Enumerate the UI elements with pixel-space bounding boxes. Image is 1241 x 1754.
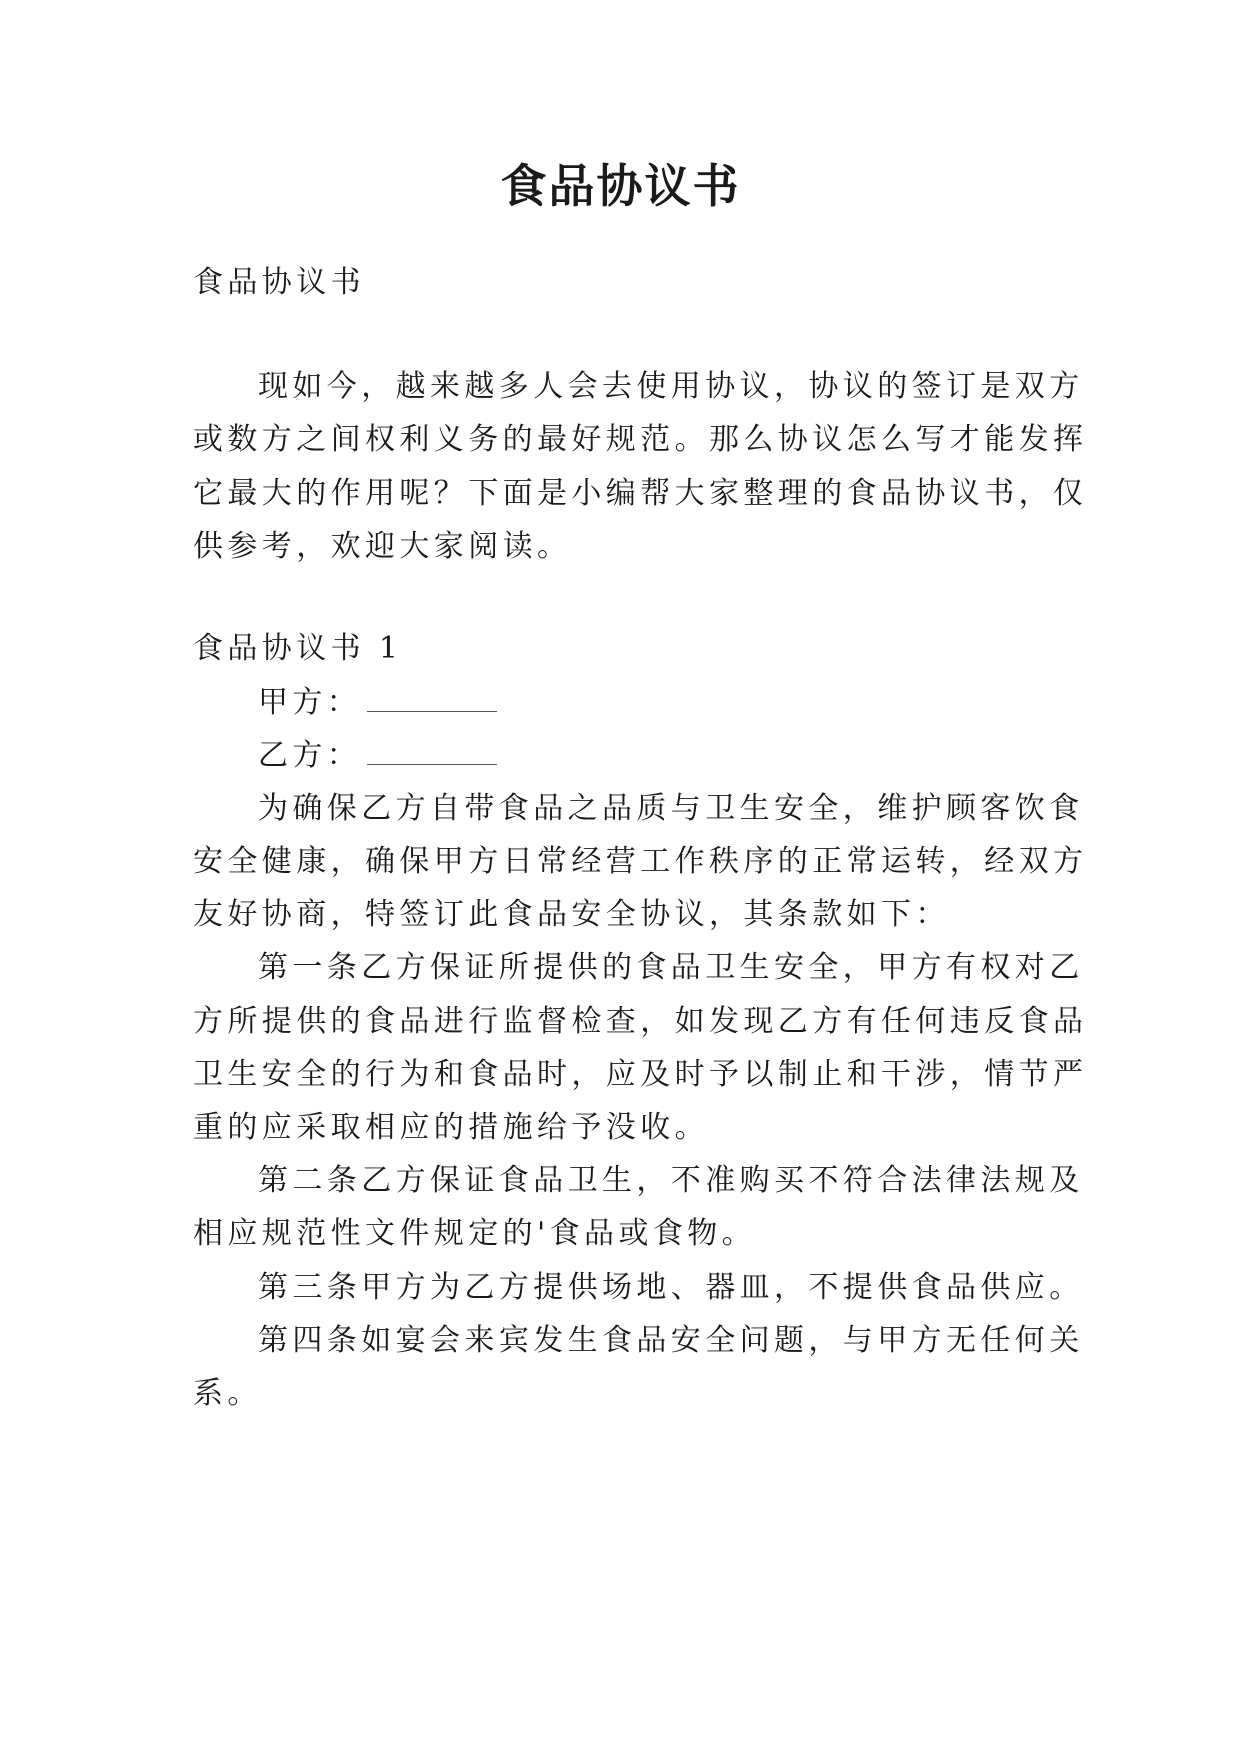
body-line: 安全健康，确保甲方日常经营工作秩序的正常运转，经双方 xyxy=(193,844,1088,879)
intro-line: 供参考，欢迎大家阅读。 xyxy=(193,529,572,564)
body-line: 第一条乙方保证所提供的食品卫生安全，甲方有权对乙 xyxy=(258,950,1084,985)
body-line: 第二条乙方保证食品卫生，不准购买不符合法律法规及 xyxy=(258,1163,1084,1198)
body-line: 重的应采取相应的措施给予没收。 xyxy=(193,1110,709,1145)
party-a-blank xyxy=(367,711,497,712)
party-a-label: 甲方： xyxy=(258,685,362,720)
document-title: 食品协议书 xyxy=(500,159,741,213)
party-a-row xyxy=(258,683,1138,723)
body-line: 第四条如宴会来宾发生食品安全问题，与甲方无任何关 xyxy=(258,1323,1084,1358)
section-heading: 食品协议书 1 xyxy=(193,631,403,666)
party-b-blank xyxy=(367,764,497,765)
body-line: 方所提供的食品进行监督检查，如发现乙方有任何违反食品 xyxy=(193,1004,1088,1039)
body-line: 系。 xyxy=(193,1376,262,1411)
body-line: 友好协商，特签订此食品安全协议，其条款如下： xyxy=(193,897,950,932)
body-line: 第三条甲方为乙方提供场地、器皿，不提供食品供应。 xyxy=(258,1270,1084,1305)
document-subtitle: 食品协议书 xyxy=(193,265,365,300)
body-line: 为确保乙方自带食品之品质与卫生安全，维护顾客饮食 xyxy=(258,791,1084,826)
intro-line: 或数方之间权利义务的最好规范。那么协议怎么写才能发挥 xyxy=(193,422,1088,457)
intro-line: 它最大的作用呢？下面是小编帮大家整理的食品协议书，仅 xyxy=(193,476,1088,511)
party-b-row xyxy=(258,736,1138,776)
body-line: 相应规范性文件规定的'食品或食物。 xyxy=(193,1216,757,1251)
body-line: 卫生安全的行为和食品时，应及时予以制止和干涉，情节严 xyxy=(193,1057,1088,1092)
intro-line: 现如今，越来越多人会去使用协议，协议的签订是双方 xyxy=(258,369,1084,404)
party-b-label: 乙方： xyxy=(258,738,362,773)
